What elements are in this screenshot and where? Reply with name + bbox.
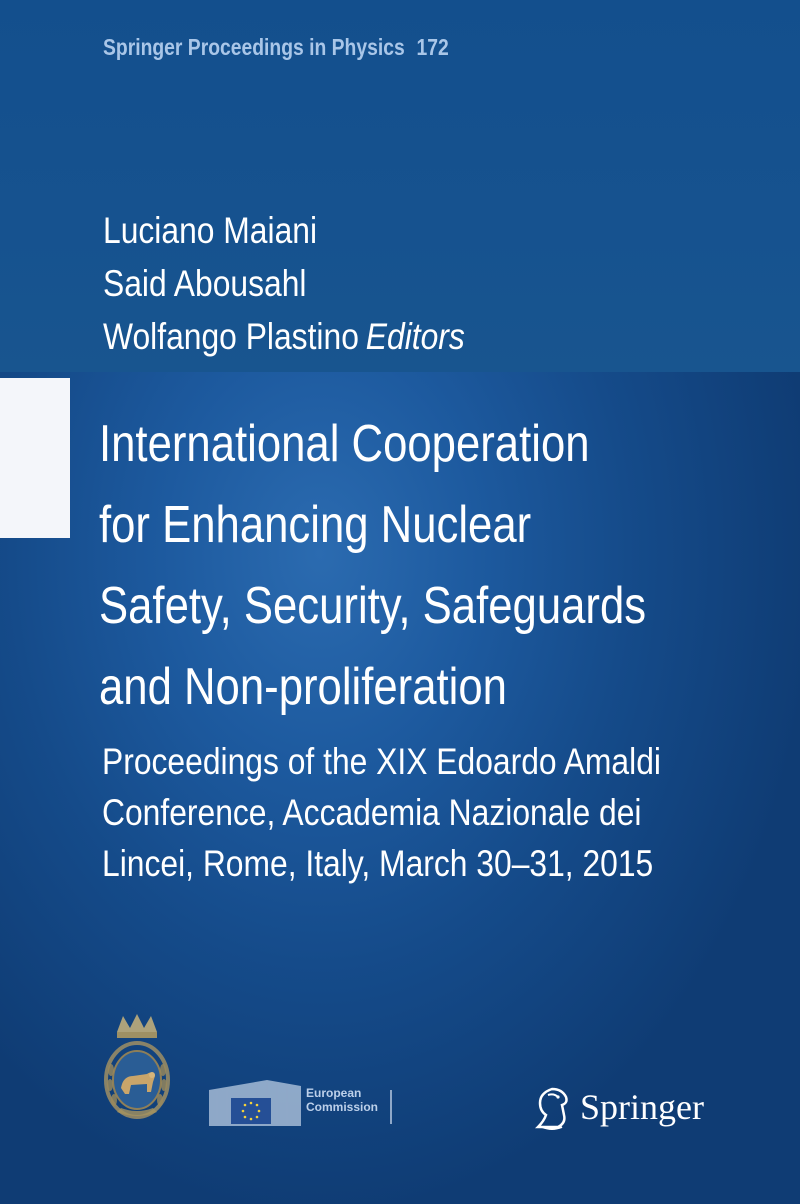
editor-name: Wolfango Plastino — [103, 316, 359, 357]
white-tab-accent — [0, 378, 70, 538]
series-volume: 172 — [416, 34, 449, 60]
subtitle-line: Conference, Accademia Nazionale dei — [102, 792, 642, 833]
ec-text-line: Commission — [306, 1100, 379, 1114]
ec-text-line: European — [306, 1086, 362, 1100]
series-line — [103, 34, 449, 61]
title-line: for Enhancing Nuclear — [99, 496, 532, 554]
editor-name: Luciano Maiani — [103, 210, 318, 251]
springer-horse-icon — [528, 1085, 572, 1131]
editors-role: Editors — [365, 316, 465, 357]
editor-name: Said Abousahl — [103, 263, 307, 304]
series-name: Springer Proceedings in Physics — [103, 34, 405, 60]
book-title — [99, 404, 646, 728]
editors-block — [103, 204, 465, 363]
title-line: and Non-proliferation — [99, 658, 507, 716]
subtitle-line: Proceedings of the XIX Edoardo Amaldi — [102, 741, 661, 782]
title-line: International Cooperation — [99, 415, 590, 473]
subtitle-line: Lincei, Rome, Italy, March 30–31, 2015 — [102, 843, 654, 884]
accademia-lincei-crest-icon — [103, 1010, 171, 1120]
ec-wordmark — [306, 1086, 378, 1114]
publisher-name: Springer — [580, 1087, 704, 1127]
book-subtitle — [102, 736, 661, 889]
title-line: Safety, Security, Safeguards — [99, 577, 647, 635]
